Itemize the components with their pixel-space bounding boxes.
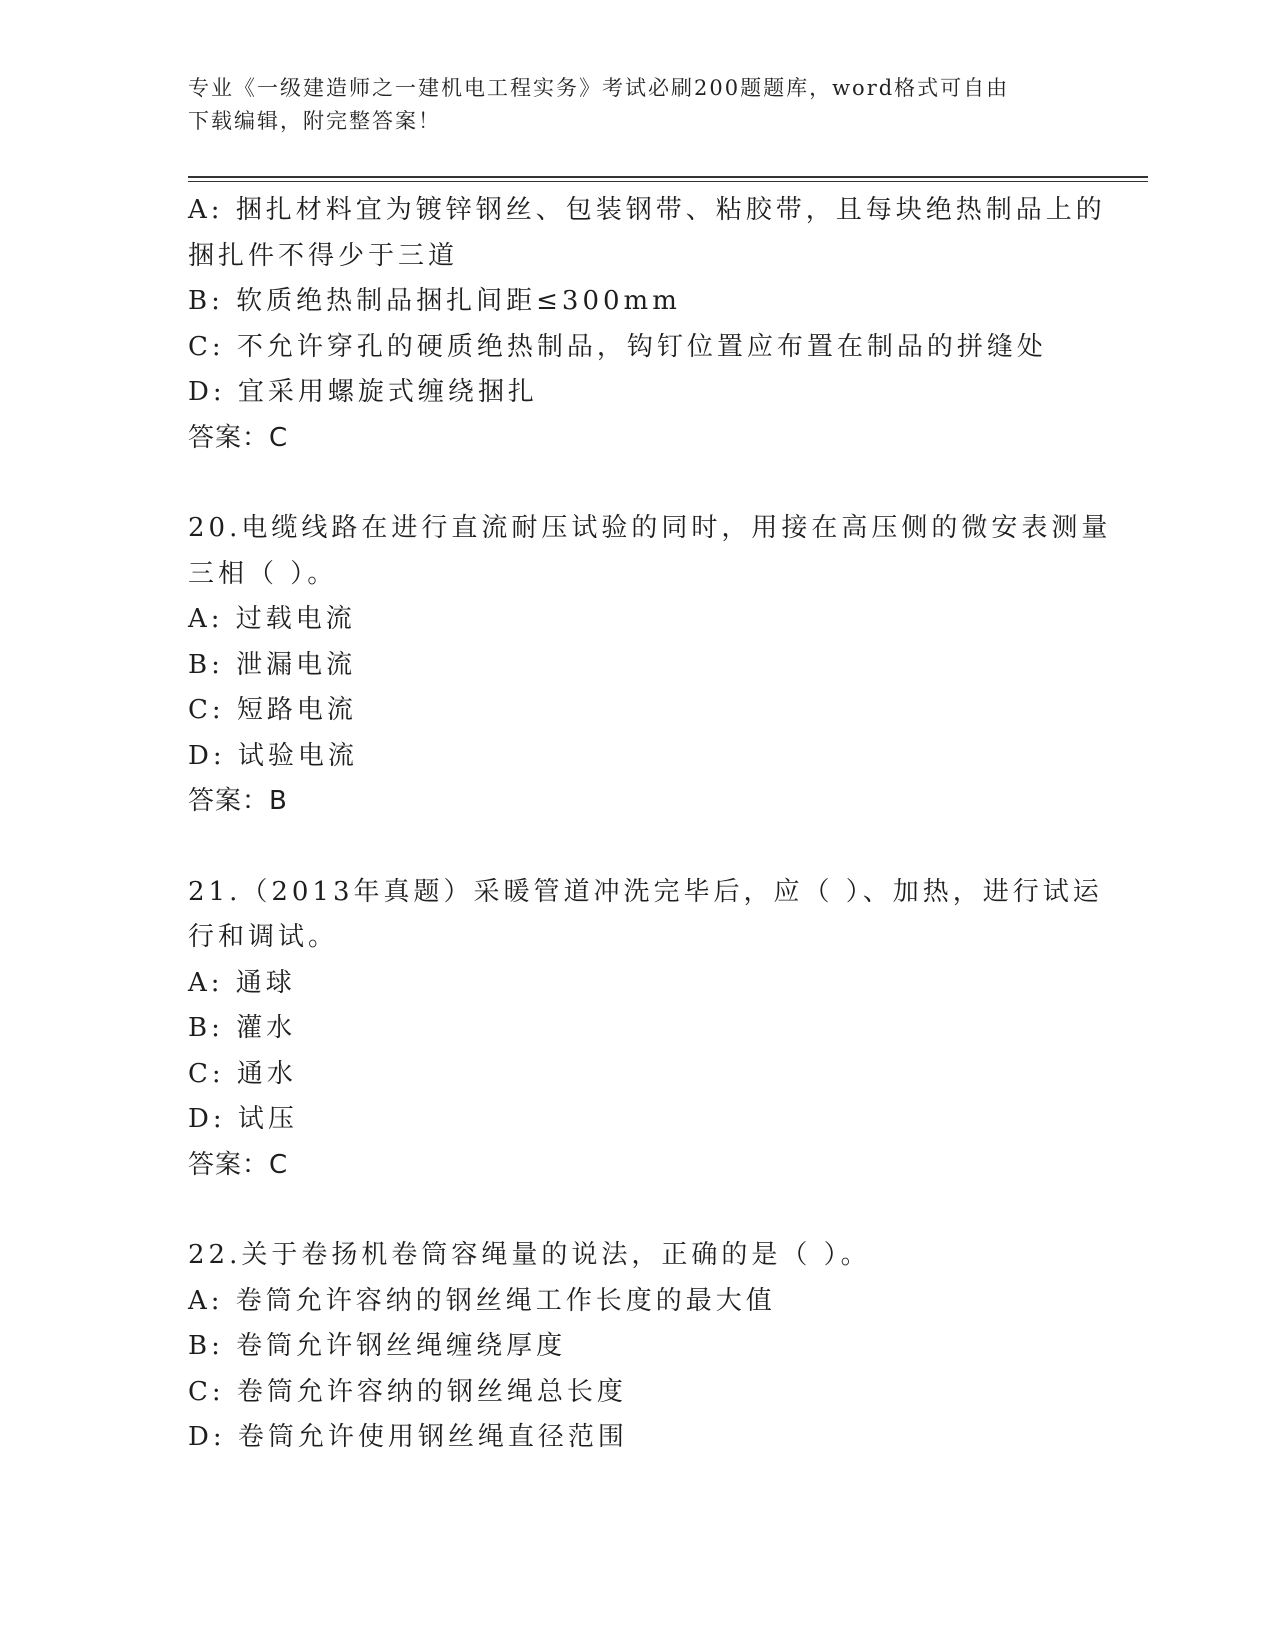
question-stem: 21.（2013年真题）采暖管道冲洗完毕后，应（ ）、加热，进行试运 [188, 876, 1103, 907]
option-c: C: 不允许穿孔的硬质绝热制品，钩钉位置应布置在制品的拼缝处 [188, 331, 1047, 362]
option-a-continued: 捆扎件不得少于三道 [188, 240, 459, 271]
question-stem-continued: 三相（ ）。 [188, 558, 338, 589]
option-b: B: 泄漏电流 [188, 649, 357, 680]
option-b: B: 灌水 [188, 1013, 297, 1043]
header-line: 专业《一级建造师之一建机电工程实务》考试必刷200题题库，word格式可自由 [188, 76, 1010, 100]
option-d: D: 试验电流 [188, 740, 358, 771]
question-21 [188, 870, 1103, 1189]
question-20 [188, 506, 1112, 825]
question-stem-continued: 行和调试。 [188, 922, 339, 952]
option-a: A: 过载电流 [188, 604, 356, 634]
option-c: C: 短路电流 [188, 695, 357, 725]
option-c: C: 通水 [188, 1058, 297, 1089]
option-a: A: 卷筒允许容纳的钢丝绳工作长度的最大值 [188, 1285, 776, 1316]
option-d: D: 卷筒允许使用钢丝绳直径范围 [188, 1422, 628, 1452]
header-divider [188, 176, 1148, 178]
option-c: C: 卷筒允许容纳的钢丝绳总长度 [188, 1376, 627, 1407]
question-list [188, 188, 1112, 1461]
spacer [188, 461, 1088, 506]
header-divider-thin [188, 181, 1148, 182]
document-header [188, 72, 1088, 138]
question-22 [188, 1233, 1088, 1461]
question-19-tail [188, 188, 1106, 461]
option-b: B: 卷筒允许钢丝绳缠绕厚度 [188, 1331, 567, 1361]
question-stem: 20.电缆线路在进行直流耐压试验的同时，用接在高压侧的微安表测量 [188, 513, 1112, 543]
answer: 答案：B [188, 786, 288, 816]
header-line: 下载编辑，附完整答案！ [188, 109, 441, 133]
answer: 答案：C [188, 1149, 289, 1180]
spacer [188, 1188, 1088, 1233]
option-d: D: 宜采用螺旋式缠绕捆扎 [188, 377, 538, 407]
answer: 答案：C [188, 422, 289, 453]
option-b: B: 软质绝热制品捆扎间距≤300mm [188, 286, 681, 316]
spacer [188, 825, 1088, 870]
option-a: A: 通球 [188, 967, 296, 998]
question-stem: 22.关于卷扬机卷筒容绳量的说法，正确的是（ ）。 [188, 1240, 871, 1270]
option-a: A: 捆扎材料宜为镀锌钢丝、包装钢带、粘胶带，且每块绝热制品上的 [188, 195, 1106, 225]
option-d: D: 试压 [188, 1104, 298, 1134]
